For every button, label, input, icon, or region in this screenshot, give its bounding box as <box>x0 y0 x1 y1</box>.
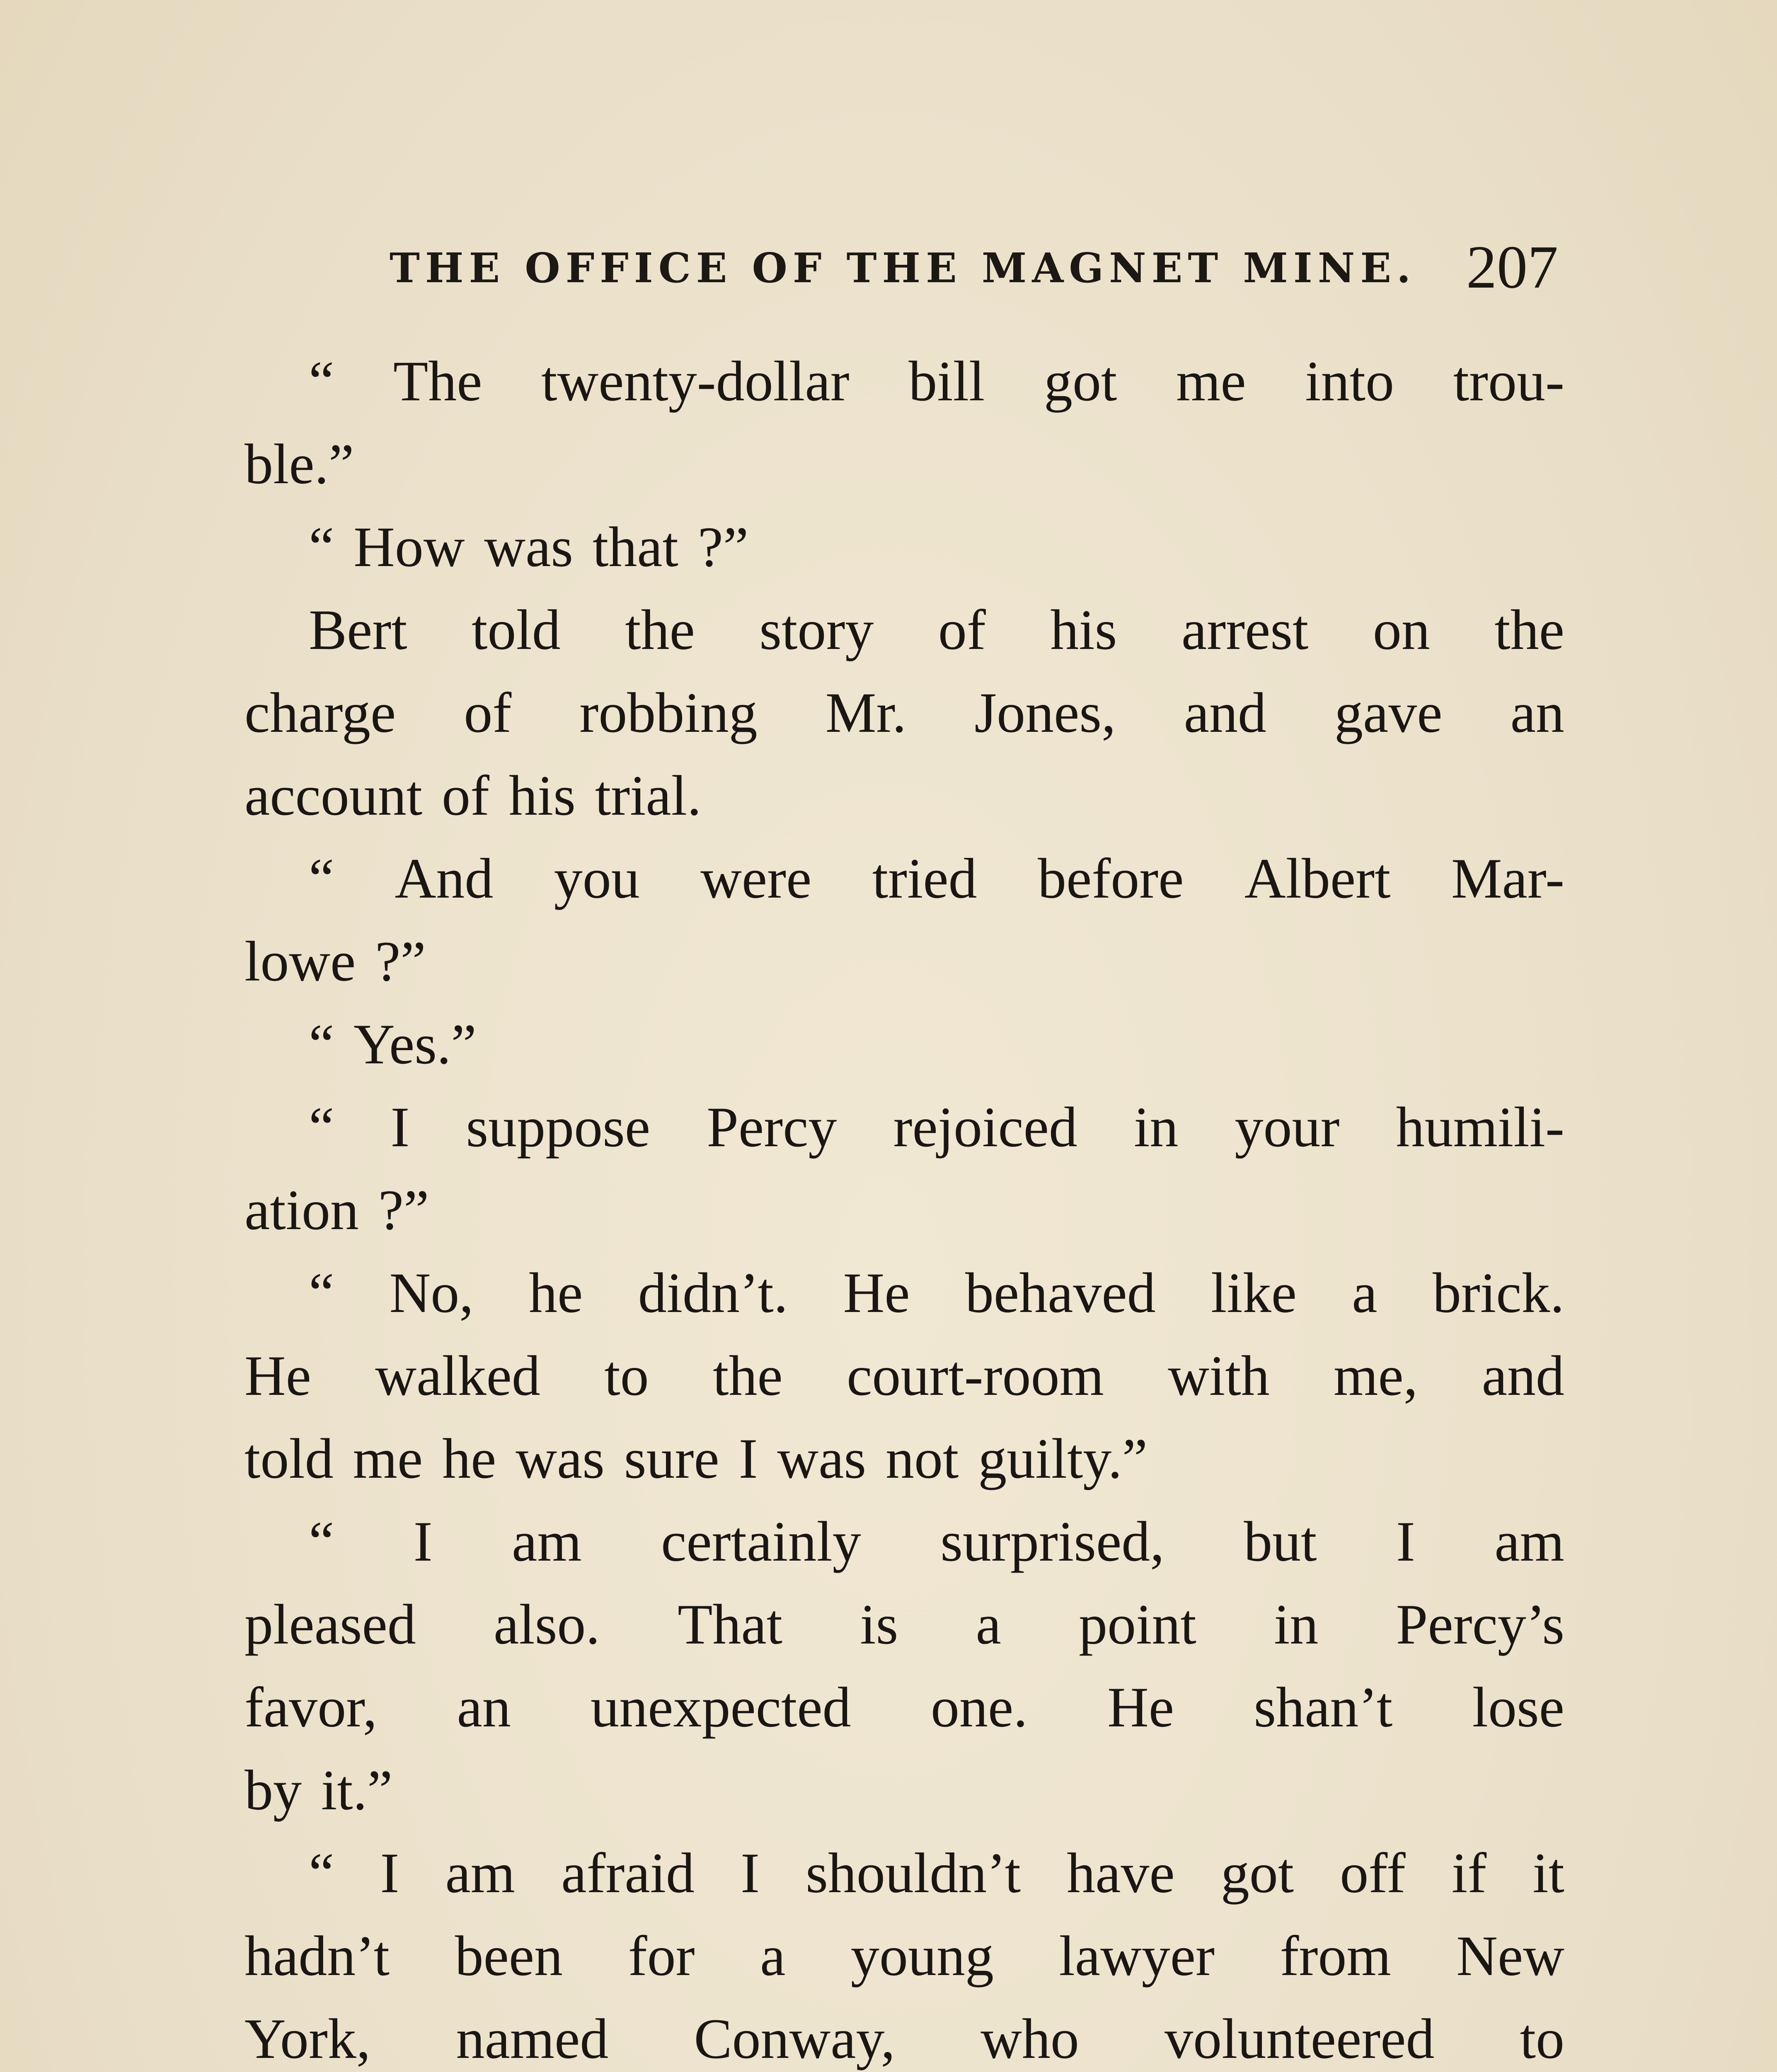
word: in <box>1274 1593 1319 1656</box>
word: of <box>442 764 489 827</box>
word: pleased <box>245 1593 416 1656</box>
running-title: THE OFFICE OF THE MAGNET MINE. <box>390 244 1416 292</box>
word: were <box>700 847 812 910</box>
word: New <box>1456 1924 1564 1987</box>
word: “ <box>309 847 334 910</box>
word: told <box>245 1427 334 1490</box>
word: walked <box>375 1344 540 1407</box>
word: me, <box>1334 1344 1418 1407</box>
word: your <box>1235 1095 1340 1159</box>
word: an <box>457 1675 511 1739</box>
word: to <box>604 1344 649 1407</box>
word: got <box>1044 349 1117 413</box>
word: that <box>592 515 678 579</box>
word: Bert <box>309 598 407 661</box>
word: shouldn’t <box>806 1841 1021 1905</box>
word: me <box>1176 349 1246 413</box>
word: was <box>516 1427 605 1490</box>
word: favor, <box>245 1675 378 1739</box>
word: been <box>455 1924 563 1987</box>
word: “ <box>309 515 334 579</box>
word: a <box>1352 1261 1378 1324</box>
word: of <box>464 681 512 744</box>
word: it.” <box>321 1758 393 1822</box>
word: account <box>245 764 423 827</box>
word: the <box>713 1344 783 1407</box>
word: he <box>442 1427 496 1490</box>
word: suppose <box>466 1095 651 1159</box>
text-line <box>245 671 1564 754</box>
word: the <box>1494 598 1564 661</box>
word: hadn’t <box>245 1924 390 1987</box>
word: from <box>1280 1924 1391 1987</box>
word: didn’t. <box>638 1261 788 1324</box>
word: twenty-dollar <box>541 349 850 413</box>
word: he <box>529 1261 583 1324</box>
word: sure <box>624 1427 719 1490</box>
word: I <box>1396 1510 1415 1573</box>
word: I <box>741 1841 760 1905</box>
text-line <box>245 1749 1564 1832</box>
text-line <box>245 1500 1564 1583</box>
word: told <box>472 598 561 661</box>
word: brick. <box>1432 1261 1564 1324</box>
word: How <box>353 515 465 579</box>
word: ?” <box>375 929 426 993</box>
word: York, <box>245 2007 371 2070</box>
word: the <box>625 598 695 661</box>
text-line <box>245 1169 1564 1251</box>
word: Conway, <box>694 2007 896 2070</box>
word: trou- <box>1453 349 1564 413</box>
text-line <box>245 837 1564 920</box>
word: charge <box>245 681 396 744</box>
word: I <box>380 1841 399 1905</box>
word: young <box>850 1924 994 1987</box>
word: ?” <box>697 515 749 579</box>
word: and <box>1482 1344 1564 1407</box>
text-line <box>245 1417 1564 1500</box>
word: No, <box>389 1261 474 1324</box>
text-line <box>245 920 1564 1003</box>
word: Mr. <box>825 681 907 744</box>
word: behaved <box>965 1261 1156 1324</box>
word: surprised, <box>940 1510 1164 1573</box>
word: got <box>1220 1841 1294 1905</box>
text-line <box>245 588 1564 671</box>
word: who <box>980 2007 1079 2070</box>
word: his <box>508 764 576 827</box>
text-line <box>245 506 1564 588</box>
word: court-room <box>847 1344 1104 1407</box>
word: “ <box>309 1510 334 1573</box>
text-line <box>245 423 1564 506</box>
word: you <box>554 847 640 910</box>
word: “ <box>309 349 334 413</box>
word: am <box>512 1510 582 1573</box>
body-text <box>245 340 1564 2072</box>
word: He <box>245 1344 311 1407</box>
word: it <box>1532 1841 1564 1905</box>
text-line <box>245 1251 1564 1334</box>
word: “ <box>309 1095 334 1159</box>
running-head <box>390 232 1558 301</box>
word: one. <box>930 1675 1028 1739</box>
word: am <box>445 1841 516 1905</box>
word: to <box>1520 2007 1564 2070</box>
word: story <box>759 598 874 661</box>
word: unexpected <box>591 1675 851 1739</box>
text-line <box>245 1583 1564 1666</box>
text-line <box>245 1832 1564 1915</box>
word: like <box>1211 1261 1297 1324</box>
word: gave <box>1334 681 1443 744</box>
word: Mar- <box>1451 847 1564 910</box>
word: have <box>1067 1841 1175 1905</box>
word: point <box>1079 1593 1196 1656</box>
word: me <box>353 1427 423 1490</box>
text-line <box>245 1003 1564 1086</box>
word: before <box>1038 847 1184 910</box>
word: but <box>1244 1510 1317 1573</box>
word: off <box>1340 1841 1406 1905</box>
word: That <box>678 1593 783 1656</box>
word: “ <box>309 1012 334 1076</box>
word: a <box>976 1593 1001 1656</box>
text-line <box>245 1086 1564 1169</box>
word: lose <box>1472 1675 1564 1739</box>
word: “ <box>309 1261 334 1324</box>
word: of <box>938 598 986 661</box>
word: his <box>1050 598 1117 661</box>
word: named <box>456 2007 609 2070</box>
text-line <box>245 754 1564 837</box>
word: was <box>777 1427 867 1490</box>
word: rejoiced <box>893 1095 1077 1159</box>
word: Percy’s <box>1396 1593 1564 1656</box>
word: ble.” <box>245 432 354 496</box>
word: arrest <box>1181 598 1309 661</box>
word: on <box>1373 598 1430 661</box>
page-number: 207 <box>1466 233 1558 301</box>
word: He <box>1107 1675 1174 1739</box>
word: The <box>393 349 482 413</box>
word: I <box>738 1427 758 1490</box>
word: robbing <box>579 681 758 744</box>
word: humili- <box>1396 1095 1564 1159</box>
word: shan’t <box>1254 1675 1393 1739</box>
word: I <box>390 1095 410 1159</box>
word: into <box>1305 349 1394 413</box>
word: and <box>1184 681 1266 744</box>
text-line <box>245 1997 1564 2072</box>
word: lowe <box>245 929 356 993</box>
word: Albert <box>1244 847 1391 910</box>
word: also. <box>494 1593 600 1656</box>
word: certainly <box>661 1510 861 1573</box>
word: an <box>1510 681 1564 744</box>
word: Percy <box>707 1095 837 1159</box>
word: And <box>395 847 494 910</box>
word: He <box>843 1261 910 1324</box>
word: by <box>245 1758 302 1822</box>
word: a <box>760 1924 786 1987</box>
word: not <box>886 1427 959 1490</box>
word: am <box>1494 1510 1564 1573</box>
word: lawyer <box>1059 1924 1215 1987</box>
word: I <box>413 1510 433 1573</box>
text-line <box>245 1915 1564 1997</box>
word: with <box>1168 1344 1270 1407</box>
word: is <box>860 1593 898 1656</box>
word: guilty.” <box>978 1427 1148 1490</box>
word: tried <box>872 847 977 910</box>
word: “ <box>309 1841 334 1905</box>
word: trial. <box>595 764 702 827</box>
text-line <box>245 1666 1564 1749</box>
word: in <box>1134 1095 1179 1159</box>
word: Yes.” <box>353 1012 477 1076</box>
text-line <box>245 340 1564 423</box>
word: Jones, <box>974 681 1116 744</box>
word: ation <box>245 1178 359 1242</box>
word: was <box>484 515 574 579</box>
word: ?” <box>378 1178 429 1242</box>
word: volunteered <box>1164 2007 1435 2070</box>
word: bill <box>908 349 985 413</box>
word: for <box>628 1924 695 1987</box>
word: if <box>1451 1841 1487 1905</box>
word: afraid <box>561 1841 695 1905</box>
text-line <box>245 1334 1564 1417</box>
